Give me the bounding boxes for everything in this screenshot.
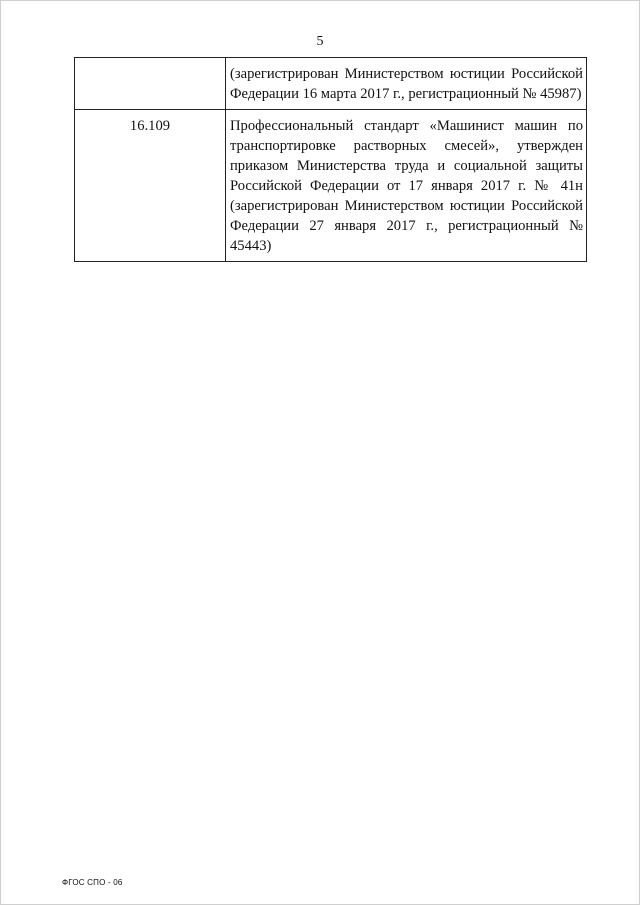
- table-row: [75, 58, 587, 110]
- standards-table: [74, 57, 587, 262]
- table-cell-text: (зарегистрирован Министерством юстиции Российской Федерации 16 марта 2017 г., регистрационный № 45987): [226, 58, 587, 110]
- table-cell-code: [75, 58, 226, 110]
- table-cell-text: Профессиональный стандарт «Машинист машин по транспортировке растворных смесей», утвержден приказом Министерства труда и социальной защиты Российской Федерации от 17 января 2017 г. № 41н (зарегистрирован Министерством юстиции Российской Федерации 27 января 2017 г., регистрационный № 45443): [226, 110, 587, 262]
- page-number: 5: [316, 34, 324, 49]
- table-row: [75, 110, 587, 262]
- document-footer: ФГОС СПО - 06: [62, 878, 123, 887]
- table-cell-code: 16.109: [75, 110, 226, 262]
